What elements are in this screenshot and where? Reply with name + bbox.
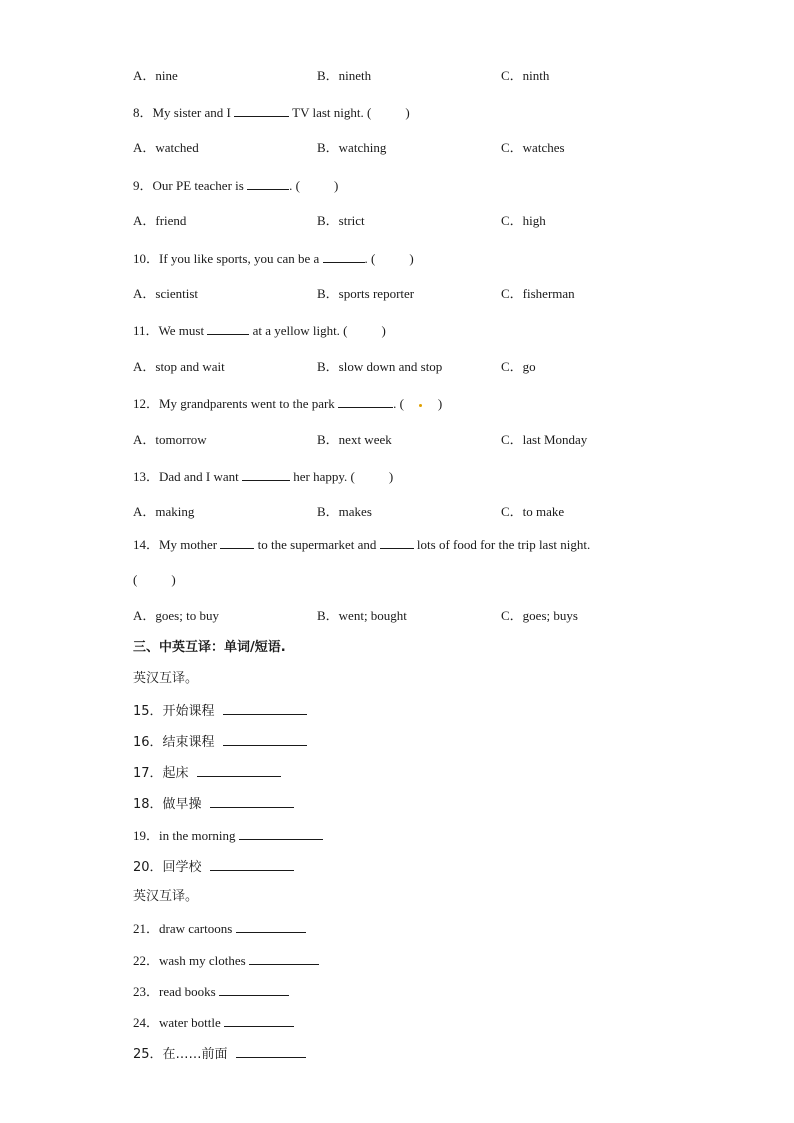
translation-item: 20．回学校 — [133, 858, 294, 876]
translation-item: 22．wash my clothes — [133, 952, 319, 969]
q7-options — [133, 68, 693, 84]
q14-blank-2[interactable] — [380, 536, 414, 549]
translation-blank[interactable] — [219, 983, 289, 996]
q14-option-b: B．went; bought — [317, 608, 407, 623]
q13-option-a: A．making — [133, 504, 195, 519]
q9-option-b: B．strict — [317, 213, 365, 228]
translation-blank[interactable] — [224, 1014, 294, 1027]
q12-answer-space[interactable] — [404, 396, 438, 412]
q9-option-a: A．friend — [133, 213, 187, 228]
section-3-subheading-2: 英汉互译。 — [133, 889, 199, 904]
q10-option-a: A．scientist — [133, 286, 198, 301]
q12-option-c: C．last Monday — [501, 432, 588, 447]
q11-option-b: B．slow down and stop — [317, 359, 443, 374]
section-3-subheading-1: 英汉互译。 — [133, 671, 199, 686]
q8-option-c: C．watches — [501, 140, 565, 155]
translation-item: 16．结束课程 — [133, 733, 307, 751]
q12-options — [133, 432, 693, 448]
q7-option-b: B．nineth — [317, 68, 372, 83]
q11-option-c: C．go — [501, 359, 536, 374]
translation-blank[interactable] — [210, 795, 294, 808]
q13-option-c: C．to make — [501, 504, 565, 519]
section-3-title: 三、中英互译：单词/短语. — [133, 640, 286, 655]
q13-blank[interactable] — [242, 468, 290, 481]
translation-blank[interactable] — [197, 764, 281, 777]
q13-question: 13．Dad and I want her happy. ( ) — [133, 469, 394, 484]
q14-blank-1[interactable] — [220, 536, 254, 549]
q14-option-a: A．goes; to buy — [133, 608, 219, 623]
translation-blank[interactable] — [223, 733, 307, 746]
q9-option-c: C．high — [501, 213, 546, 228]
q14-options — [133, 608, 693, 624]
q11-options — [133, 359, 693, 375]
q9-question: 9．Our PE teacher is . ( ) — [133, 178, 339, 193]
translation-blank[interactable] — [223, 702, 307, 715]
q8-option-b: B．watching — [317, 140, 387, 155]
translation-item: 18．做早操 — [133, 795, 294, 813]
q12-question: 12．My grandparents went to the park . ( ) — [133, 396, 443, 411]
translation-item: 19．in the morning — [133, 827, 323, 844]
translation-item: 21．draw cartoons — [133, 920, 306, 937]
q11-option-a: A．stop and wait — [133, 359, 225, 374]
q10-question: 10．If you like sports, you can be a . ( ) — [133, 251, 414, 266]
q10-options — [133, 286, 693, 302]
translation-item: 17．起床 — [133, 764, 281, 782]
q14-option-c: C．goes; buys — [501, 608, 578, 623]
q12-blank[interactable] — [338, 395, 393, 408]
translation-blank[interactable] — [236, 1045, 306, 1058]
q7-option-c: C．ninth — [501, 68, 550, 83]
stray-dot-mark — [419, 404, 422, 407]
q10-option-c: C．fisherman — [501, 286, 575, 301]
q8-option-a: A．watched — [133, 140, 199, 155]
q13-options — [133, 504, 693, 520]
q9-blank[interactable] — [247, 177, 289, 190]
q14-answer-paren: ( ) — [133, 572, 176, 587]
q14-question: 14．My mother to the supermarket and lots of food for the trip last night. — [133, 537, 591, 552]
translation-item: 15．开始课程 — [133, 702, 307, 720]
q13-option-b: B．makes — [317, 504, 372, 519]
translation-blank[interactable] — [210, 858, 294, 871]
q11-question: 11．We must at a yellow light. ( ) — [133, 323, 386, 338]
translation-blank[interactable] — [239, 827, 323, 840]
q11-blank[interactable] — [207, 322, 249, 335]
q8-blank[interactable] — [234, 104, 289, 117]
q10-option-b: B．sports reporter — [317, 286, 415, 301]
q12-option-b: B．next week — [317, 432, 392, 447]
q10-blank[interactable] — [323, 250, 365, 263]
q8-options — [133, 140, 693, 156]
q12-option-a: A．tomorrow — [133, 432, 207, 447]
translation-item: 23．read books — [133, 983, 289, 1000]
translation-blank[interactable] — [249, 952, 319, 965]
translation-item: 24．water bottle — [133, 1014, 294, 1031]
translation-blank[interactable] — [236, 920, 306, 933]
q9-options — [133, 213, 693, 229]
translation-item: 25．在……前面 — [133, 1045, 306, 1063]
q8-question: 8．My sister and I TV last night. ( ) — [133, 105, 410, 120]
q7-option-a: A．nine — [133, 68, 178, 83]
